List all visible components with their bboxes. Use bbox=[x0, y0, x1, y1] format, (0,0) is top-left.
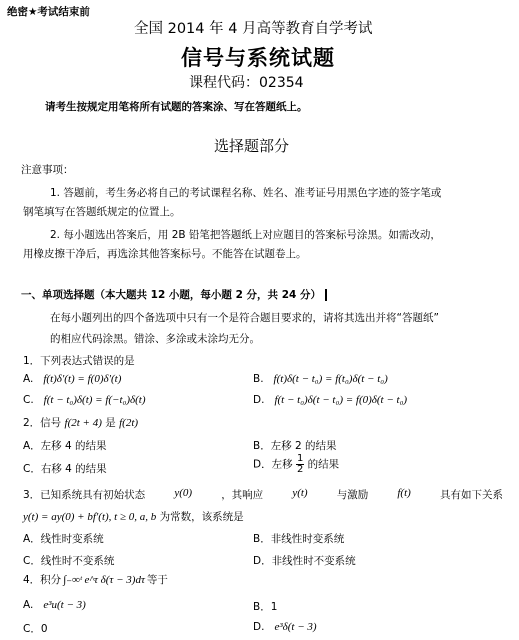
note-2a: 2. 每小题选出答案后，用 2B 铅笔把答题纸上对应题目的答案标号涂黑。如需改动， bbox=[50, 229, 441, 241]
note-2b: 用橡皮擦干净后，再选涂其他答案标号。不能答在试题卷上。 bbox=[23, 248, 307, 260]
note-1b: 钢笔填写在答题纸规定的位置上。 bbox=[23, 206, 181, 218]
section-heading: 选择题部分 bbox=[214, 137, 290, 155]
q2-option-d: D．左移 $\frac{1}{2}$ 的结果 bbox=[253, 453, 340, 475]
notes-label: 注意事项： bbox=[21, 164, 74, 176]
q2-option-a: A．左移 4 的结果 bbox=[23, 440, 107, 452]
one-half-fraction: $\frac{1}{2}$ bbox=[296, 453, 304, 475]
q3-option-d: D．非线性时不变系统 bbox=[253, 555, 356, 567]
q4-option-d: D. e³δ(t − 3) bbox=[253, 621, 317, 633]
q2-option-c: C．右移 4 的结果 bbox=[23, 463, 107, 475]
page-title: 信号与系统试题 bbox=[181, 46, 335, 70]
q2-stem: 2．信号 f(2t + 4) 是 f(2t) bbox=[23, 417, 139, 429]
q4-option-a: A. e³u(t − 3) bbox=[23, 599, 86, 611]
q4-stem: 4．积分 ∫₋∞ᵗ e^τ δ(τ − 3)dτ 等于 bbox=[23, 574, 168, 586]
q1-option-c: C. f(t − t₀)δ(t) = f(−t₀)δ(t) bbox=[23, 394, 146, 406]
q3-option-b: B．非线性时变系统 bbox=[253, 533, 345, 545]
q1-option-d: D. f(t − t₀)δ(t − t₀) = f(0)δ(t − t₀) bbox=[253, 394, 408, 406]
q1-option-b: B. f(t)δ(t − t₀) = f(t₀)δ(t − t₀) bbox=[253, 373, 388, 385]
q3-line2: y(t) = ay(0) + bf′(t), t ≥ 0, a, b 为常数，该系统是 bbox=[23, 511, 244, 523]
q1-option-a: A. f(t)δ′(t) = f(0)δ′(t) bbox=[23, 373, 122, 385]
q1-stem: 1．下列表达式错误的是 bbox=[23, 355, 135, 367]
part1-heading: 一、单项选择题（本大题共 12 小题，每小题 2 分，共 24 分） bbox=[21, 287, 327, 302]
course-code: 课程代码：02354 bbox=[189, 75, 304, 91]
q3-option-c: C．线性时不变系统 bbox=[23, 555, 115, 567]
part1-desc-b: 的相应代码涂黑。错涂、多涂或未涂均无分。 bbox=[50, 333, 260, 345]
text-cursor bbox=[325, 289, 327, 301]
instruction: 请考生按规定用笔将所有试题的答案涂、写在答题纸上。 bbox=[45, 101, 308, 113]
q4-option-c: C．0 bbox=[23, 623, 48, 635]
secret-note: 绝密★考试结束前 bbox=[7, 6, 90, 18]
q3-option-a: A．线性时变系统 bbox=[23, 533, 104, 545]
exam-line: 全国 2014 年 4 月高等教育自学考试 bbox=[134, 21, 373, 37]
q3-stem: 3．已知系统具有初始状态 y(0) ，其响应 y(t) 与激励 f(t) 具有如下关系 bbox=[23, 487, 503, 501]
q2-option-b: B．左移 2 的结果 bbox=[253, 440, 337, 452]
note-1a: 1. 答题前，考生务必将自己的考试课程名称、姓名、准考证号用黑色字迹的签字笔或 bbox=[50, 187, 442, 199]
part1-desc-a: 在每小题列出的四个备选项中只有一个是符合题目要求的，请将其选出并将“答题纸” bbox=[50, 312, 439, 324]
q4-option-b: B．1 bbox=[253, 601, 278, 613]
